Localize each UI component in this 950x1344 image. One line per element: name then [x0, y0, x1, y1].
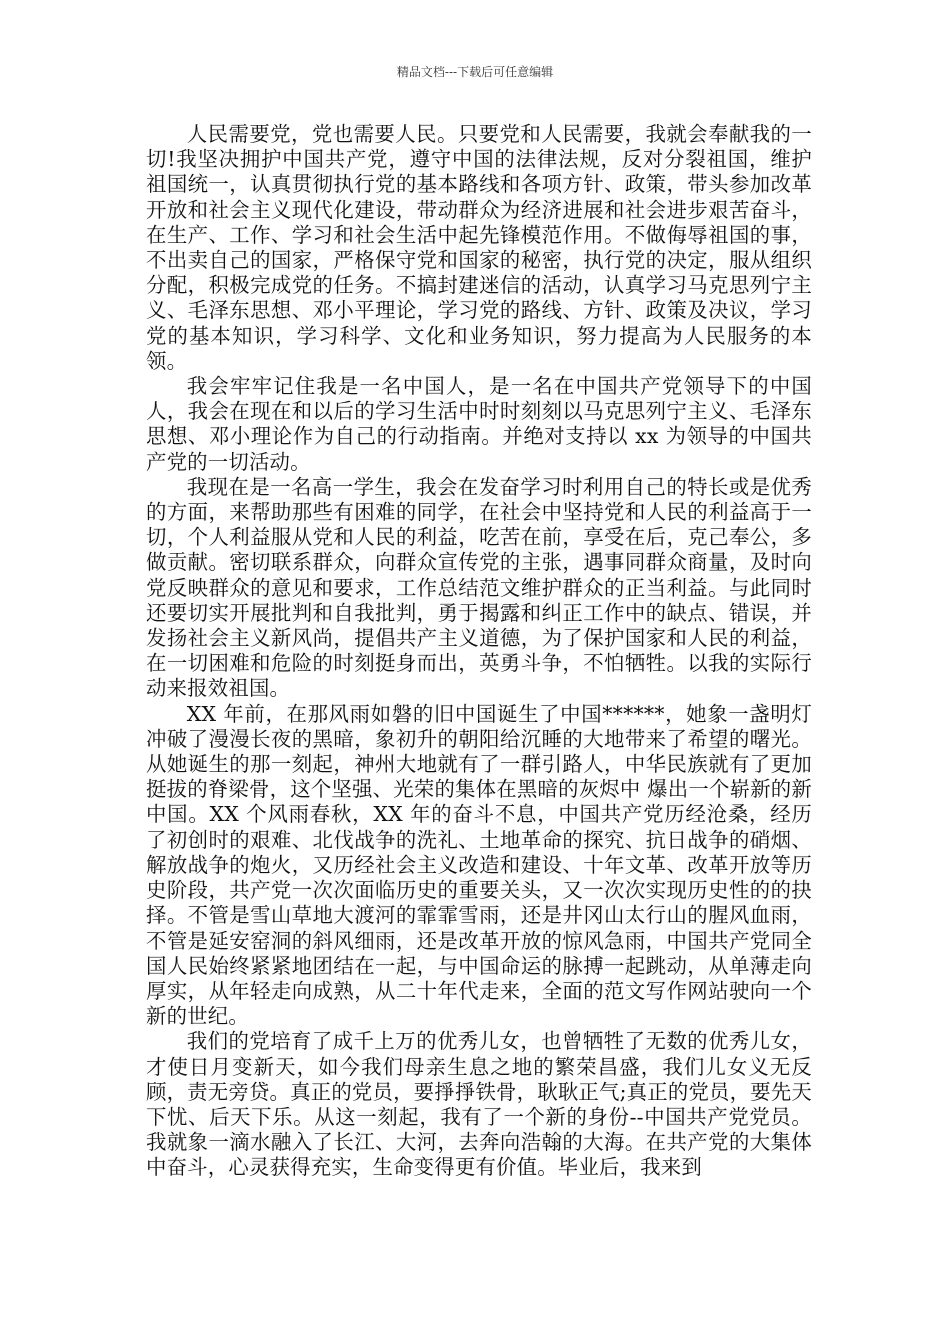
paragraph: 我们的党培育了成千上万的优秀儿女，也曾牺牲了无数的优秀儿女，才使日月变新天，如今我们母亲生息之地的繁荣昌盛，我们儿女义无反顾，责无旁贷。真正的党员，要掙掙铁骨，耿耿正气;真正的党员，要先天下忧、后天下乐。从这一刻起，我有了一个新的身份--中国共产党党员。我就象一滴水融入了长江、大河，去奔向浩翰的大海。在共产党的大集体中奋斗，心灵获得充实，生命变得更有价值。毕业后，我来到 — [146, 1029, 812, 1180]
paragraph: 人民需要党，党也需要人民。只要党和人民需要，我就会奉献我的一切!我坚决拥护中国共产党，遵守中国的法律法规，反对分裂祖国，维护祖国统一，认真贯彻执行党的基本路线和各项方针、政策，带头参加改革开放和社会主义现代化建设，带动群众为经济进展和社会进步艰苦奋斗，在生产、工作、学习和社会生活中起先锋模范作用。不做侮辱祖国的事，不出卖自己的国家，严格保守党和国家的秘密，执行党的决定，服从组织分配，积极完成党的任务。不搞封建迷信的活动，认真学习马克思列宁主义、毛泽东思想、邓小平理论，学习党的路线、方针、政策及决议，学习党的基本知识，学习科学、文化和业务知识，努力提高为人民服务的本领。 — [146, 122, 812, 373]
page-header: 精品文档---下载后可任意编辑 — [396, 65, 554, 79]
paragraph: 我现在是一名高一学生，我会在发奋学习时利用自己的特长或是优秀的方面，来帮助那些有困难的同学，在社会中坚持党和人民的利益高于一切，个人利益服从党和人民的利益，吃苦在前，享受在后，克己奉公，多做贡献。密切联系群众，向群众宣传党的主张，遇事同群众商量，及时向党反映群众的意见和要求，工作总结范文维护群众的正当利益。与此同时还要切实开展批判和自我批判，勇于揭露和纠正工作中的缺点、错误，并发扬社会主义新风尚，提倡共产主义道德，为了保护国家和人民的利益，在一切困难和危险的时刻挺身而出，英勇斗争，不怕牺牲。以我的实际行动来报效祖国。 — [146, 474, 812, 701]
paragraph: XX 年前，在那风雨如磐的旧中国诞生了中国******，她象一盏明灯冲破了漫漫长夜的黑暗，象初升的朝阳给沉睡的大地带来了希望的曙光。从她诞生的那一刻起，神州大地就有了一群引路人，中华民族就有了更加挺拔的脊梁骨，这个坚强、光荣的集体在黑暗的灰烬中 爆出一个崭新的新中国。XX 个风雨春秋，XX 年的奋斗不息，中国共产党历经沧桑，经历了初创时的艰难、北伐战争的洗礼、土地革命的探究、抗日战争的硝烟、解放战争的炮火，又历经社会主义改造和建设、十年文革、改革开放等历史阶段，共产党一次次面临历史的重要关头，又一次次实现历史性的的抉择。不管是雪山草地大渡河的霏霏雪雨，还是井冈山太行山的腥风血雨，不管是延安窑洞的斜风细雨，还是改革开放的惊风急雨，中国共产党同全国人民始终紧紧地团结在一起，与中国命运的脉搏一起跳动，从单薄走向厚实，从年轻走向成熟，从二十年代走来，全面的范文写作网站驶向一个新的世纪。 — [146, 701, 812, 1029]
document-body — [146, 122, 812, 1181]
paragraph: 我会牢牢记住我是一名中国人，是一名在中国共产党领导下的中国人，我会在现在和以后的学习生活中时时刻刻以马克思列宁主义、毛泽东思想、邓小理论作为自己的行动指南。并绝对支持以 xx 为领导的中国共产党的一切活动。 — [146, 374, 812, 474]
